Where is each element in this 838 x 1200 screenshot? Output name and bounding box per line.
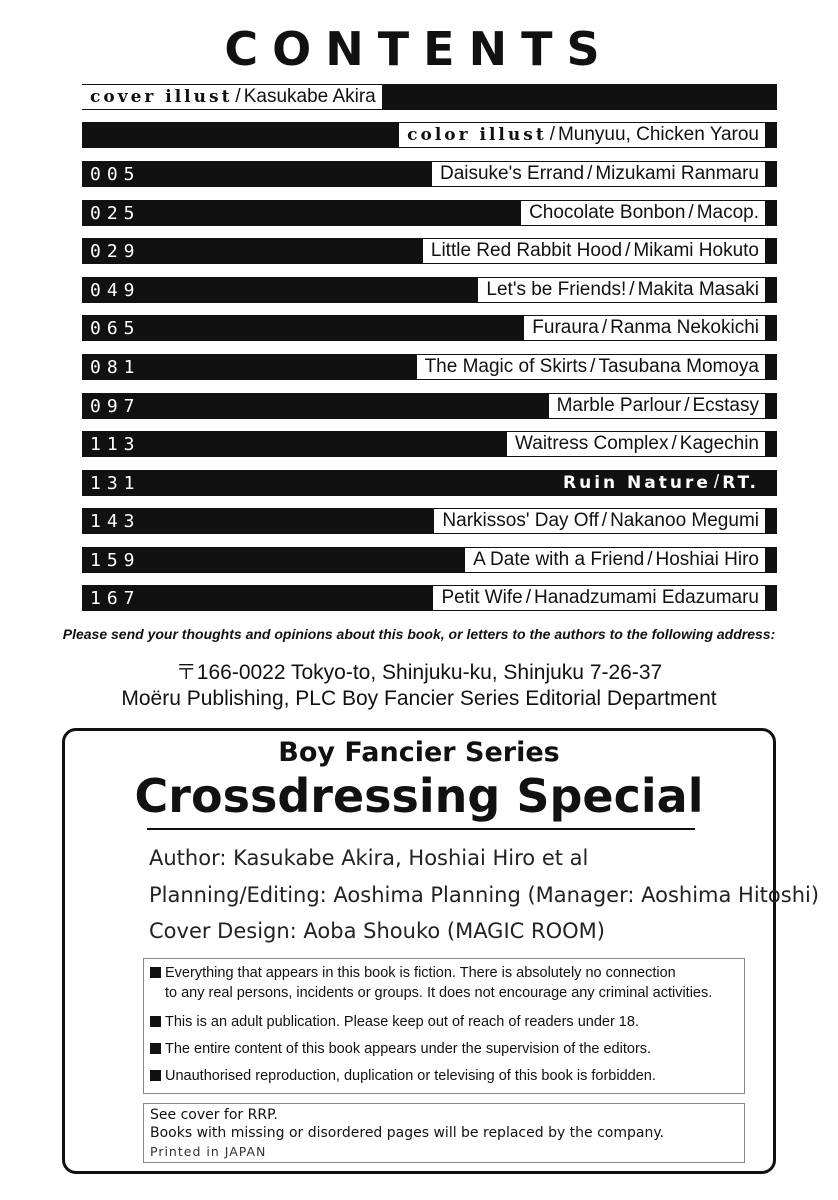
toc-color-entry — [399, 123, 765, 147]
notice-fiction — [150, 965, 676, 981]
notice-copyright — [150, 1068, 656, 1084]
cover-label: cover illust — [90, 87, 233, 107]
toc-entry — [524, 316, 765, 340]
toc-row — [82, 470, 777, 496]
toc-row — [82, 393, 777, 419]
toc-author: Hanadzumami Edazumaru — [534, 587, 759, 608]
toc-author: Kagechin — [679, 433, 759, 454]
notice-fiction-cont: to any real persons, incidents or groups. It does not encourage any criminal activities. — [165, 985, 713, 1001]
toc-entry — [433, 586, 765, 610]
toc-row — [82, 161, 777, 187]
toc-title: Daisuke's Errand — [439, 163, 585, 184]
toc-page-number: 159 — [90, 549, 141, 571]
toc-entry — [423, 239, 765, 263]
separator: / — [590, 356, 596, 377]
toc-author: Mizukami Ranmaru — [595, 163, 759, 184]
author-credit: Author: Kasukabe Akira, Hoshiai Hiro et al — [149, 846, 589, 870]
toc-page-number: 167 — [90, 587, 141, 609]
request-note: Please send your thoughts and opinions about this book, or letters to the authors to the following address: — [62, 626, 776, 642]
disclaimer-box — [143, 958, 745, 1094]
separator: / — [625, 240, 631, 261]
planning-credit: Planning/Editing: Aoshima Planning (Manager: Aoshima Hitoshi) — [149, 883, 820, 907]
toc-author: Ecstasy — [692, 395, 759, 416]
printed-in: Printed in JAPAN — [150, 1144, 267, 1159]
separator: / — [629, 279, 635, 300]
colophon-box — [62, 728, 820, 1174]
page-title: CONTENTS — [224, 22, 614, 76]
toc-title: Chocolate Bonbon — [529, 202, 686, 223]
publisher-address: Moëru Publishing, PLC Boy Fancier Series Editorial Department — [121, 687, 717, 710]
separator: / — [688, 202, 694, 223]
toc-author: Hoshiai Hiro — [655, 549, 759, 570]
notice-adult — [150, 1014, 639, 1030]
cover-author: Kasukabe Akira — [243, 86, 376, 107]
separator: / — [647, 549, 653, 570]
toc-title: Waitress Complex — [515, 433, 669, 454]
toc-author: Mikami Hokuto — [633, 240, 759, 261]
separator: / — [601, 317, 608, 338]
toc-page-number: 131 — [90, 472, 141, 494]
toc-entry — [432, 162, 765, 186]
square-bullet-icon — [150, 1070, 161, 1081]
toc-entry — [555, 471, 765, 495]
rrp-note: See cover for RRP. — [150, 1107, 278, 1123]
toc-cover-entry — [82, 85, 382, 109]
toc-page-number: 065 — [90, 317, 141, 339]
postal-address: 〒166-0022 Tokyo-to, Shinjuku-ku, Shinjuku 7-26-37 — [175, 661, 663, 684]
toc-entry — [417, 355, 765, 379]
toc-page-number: 143 — [90, 510, 141, 532]
separator: / — [713, 472, 720, 493]
color-author: Munyuu, Chicken Yarou — [557, 124, 759, 145]
square-bullet-icon — [150, 967, 161, 978]
separator: / — [235, 86, 241, 107]
separator: / — [684, 395, 690, 416]
toc-row — [82, 585, 777, 611]
toc-author: Macop. — [696, 202, 759, 223]
toc-title: The Magic of Skirts — [424, 356, 588, 377]
toc-page-number: 113 — [90, 433, 141, 455]
toc-page-number: 097 — [90, 395, 141, 417]
notice-text: The entire content of this book appears under the supervision of the editors. — [165, 1041, 652, 1057]
toc-title: Petit Wife — [441, 587, 523, 608]
toc-entry — [521, 201, 765, 225]
toc-author: Ranma Nekokichi — [610, 317, 759, 338]
separator: / — [601, 510, 608, 531]
separator: / — [671, 433, 677, 454]
square-bullet-icon — [150, 1043, 161, 1054]
toc-page-number: 081 — [90, 356, 141, 378]
toc-author: Tasubana Momoya — [598, 356, 759, 377]
toc-cover-row — [82, 84, 777, 110]
book-title: Crossdressing Special — [134, 769, 704, 823]
toc-title: Furaura — [532, 317, 599, 338]
separator: / — [549, 124, 555, 145]
toc-entry — [507, 432, 765, 456]
footer-box — [143, 1103, 745, 1163]
series-name: Boy Fancier Series — [278, 737, 560, 768]
toc-title: Let's be Friends! — [486, 279, 627, 300]
toc-entry — [549, 394, 765, 418]
toc-page-number: 049 — [90, 279, 141, 301]
toc-author: Nakanoo Megumi — [610, 510, 759, 531]
square-bullet-icon — [150, 1016, 161, 1027]
notice-supervision — [150, 1041, 651, 1057]
toc-title: Narkissos' Day Off — [442, 510, 599, 531]
toc-row — [82, 431, 777, 457]
toc-row — [82, 200, 777, 226]
toc-row — [82, 277, 777, 303]
toc-row — [82, 238, 777, 264]
separator: / — [525, 587, 532, 608]
cover-design-credit: Cover Design: Aoba Shouko (MAGIC ROOM) — [149, 919, 605, 943]
toc-color-row — [82, 122, 777, 148]
toc-title: Ruin Nature — [563, 473, 711, 493]
toc-row — [82, 547, 777, 573]
toc-author: RT. — [722, 473, 759, 493]
toc-page-number: 025 — [90, 202, 141, 224]
toc-entry — [465, 548, 765, 572]
color-label: color illust — [407, 125, 547, 145]
toc-author: Makita Masaki — [637, 279, 759, 300]
toc-page-number: 005 — [90, 163, 141, 185]
toc-entry — [434, 509, 765, 533]
toc-title: Little Red Rabbit Hood — [430, 240, 623, 261]
title-divider — [147, 828, 695, 830]
notice-text: Everything that appears in this book is fiction. There is absolutely no connection — [165, 965, 676, 981]
separator: / — [587, 163, 593, 184]
toc-page-number: 029 — [90, 240, 141, 262]
toc-row — [82, 508, 777, 534]
notice-text: Unauthorised reproduction, duplication or televising of this book is forbidden. — [165, 1068, 656, 1084]
toc-row — [82, 315, 777, 341]
replacement-note: Books with missing or disordered pages will be replaced by the company. — [150, 1125, 665, 1141]
toc-row — [82, 354, 777, 380]
toc-title: Marble Parlour — [556, 395, 682, 416]
toc-title: A Date with a Friend — [473, 549, 645, 570]
toc-entry — [478, 278, 765, 302]
notice-text: This is an adult publication. Please keep out of reach of readers under 18. — [165, 1014, 639, 1030]
